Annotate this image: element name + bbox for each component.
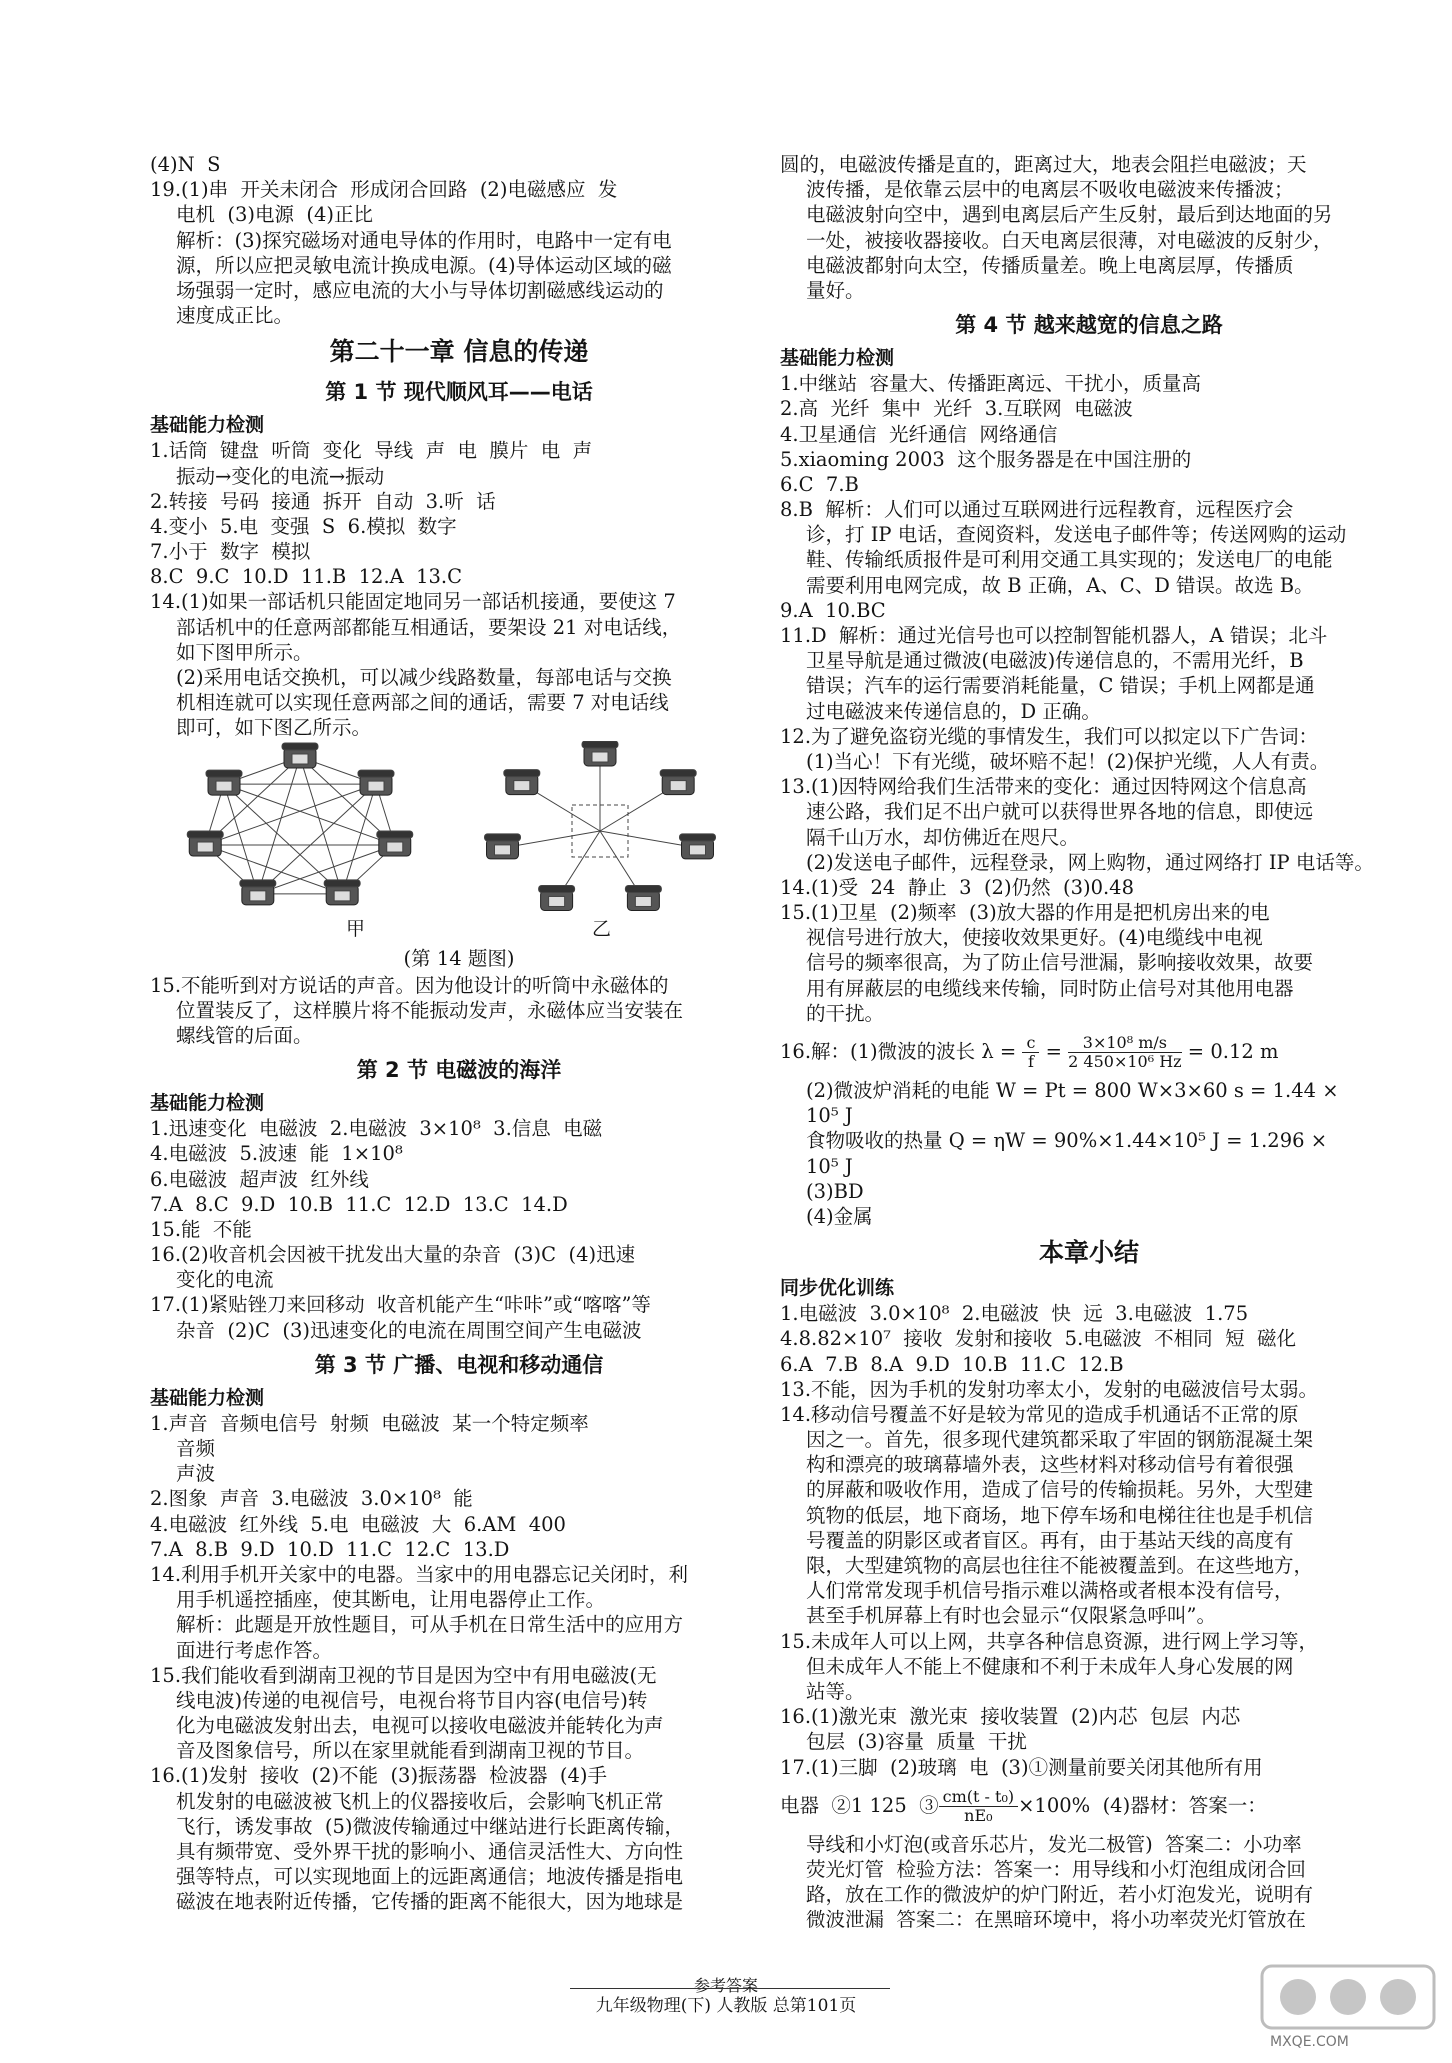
telephone-icon [282,743,318,768]
text-line: 7.A 8.C 9.D 10.B 11.C 12.D 13.C 14.D [150,1192,568,1216]
telephone-line [258,757,300,894]
text-line: 螺线管的后面。 [176,1023,313,1047]
telephone-icon [206,770,242,795]
telephone-line [300,757,342,894]
figure-label-b: 乙 [592,917,612,940]
text-line: 鞋、传输纸质报件是可利用交通工具实现的；发送电厂的电能 [806,548,1333,572]
fraction-denominator: 2 450×10⁶ Hz [1068,1052,1182,1071]
text-line: 部话机中的任意两部都能互相通话，要架设 21 对电话线， [176,615,682,639]
text-line: 15.未成年人可以上网，共享各种信息资源，进行网上学习等， [780,1629,1319,1653]
text-line: 源，所以应把灵敏电流计换成电源。(4)导体运动区域的磁 [176,253,672,277]
question-17-formula [780,1780,1398,1832]
text-line: 16.(1)激光束 激光束 接收装置 (2)内芯 包层 内芯 [780,1705,1241,1729]
text-line: (4)N S [150,153,221,176]
right-continued-answers [780,152,1398,303]
text-line: 音频 [176,1437,216,1460]
telephone-icon [504,769,540,794]
text-line: 限，大型建筑物的高层也往往不能被覆盖到。在这些地方， [806,1554,1314,1577]
text-line: 13.不能，因为手机的发射功率太小，发射的电磁波信号太弱。 [780,1377,1319,1401]
question-15-answer [150,973,768,1049]
text-line: 9.A 10.BC [780,598,886,622]
text-line: 19.(1)串 开关未闭合 形成闭合回路 (2)电磁感应 发 [150,178,618,202]
text-line: 构和漂亮的玻璃幕墙外表，这些材料对移动信号有着很强 [806,1453,1294,1477]
fraction-numerator: cm(t - t₀) [939,1788,1018,1807]
text-line: 解析：(3)探究磁场对通电导体的作用时，电路中一定有电 [176,228,672,252]
fraction-denominator: nE₀ [964,1805,993,1825]
text-line: 2.图象 声音 3.电磁波 3.0×10⁸ 能 [150,1487,473,1511]
text-line: 食物吸收的热量 Q = ηW = 90%×1.44×10⁵ J = 1.296 × [806,1129,1328,1153]
text-line: 1.声音 音频电信号 射频 电磁波 某一个特定频率 [150,1411,589,1435]
fraction-c-over-f [1022,1034,1039,1071]
summary-title: 本章小结 [1038,1238,1139,1268]
phone-network-diagram [150,741,768,917]
text-line: 人们常常发现手机信号指示难以满格或者根本没有信号， [806,1579,1294,1603]
text-line: 荧光灯管 检验方法：答案一：用导线和小灯泡组成闭合回 [806,1857,1306,1881]
text-line: 甚至手机屏幕上有时也会显示“仅限紧急呼叫”。 [806,1604,1216,1628]
text-line: 5.xiaoming 2003 这个服务器是在中国注册的 [780,447,1192,471]
text-line: 机相连就可以实现任意两部之间的通话，需要 7 对电话线 [176,691,669,715]
right-column [780,152,1398,1932]
phone-network-figure [150,741,768,945]
section-1-title: 第 1 节 现代顺风耳——电话 [325,380,593,405]
text-line: 的干扰。 [806,1001,885,1025]
text-line: 10⁵ J [806,1104,853,1128]
text-line: 解析：此题是开放性题目，可从手机在日常生活中的应用方 [176,1613,684,1637]
text-line: 4.电磁波 红外线 5.电 电磁波 大 6.AM 400 [150,1512,566,1536]
text-line: 13.(1)因特网给我们生活带来的变化：通过因特网这个信息高 [780,775,1307,799]
text-line: 15.能 不能 [150,1217,252,1241]
text-line: 过电磁波来传递信息的，D 正确。 [806,699,1101,723]
formula-prefix: 电器 ②1 125 ③ [780,1793,939,1817]
text-line: 因之一。首先，很多现代建筑都采取了牢固的钢筋混凝土架 [806,1428,1314,1452]
text-line: 10⁵ J [806,1154,853,1178]
telephone-icon [625,885,661,910]
text-line: 1.中继站 容量大、传播距离远、干扰小，质量高 [780,372,1202,396]
text-line: 4.8.82×10⁷ 接收 发射和接收 5.电磁波 不相同 短 磁化 [780,1327,1296,1351]
text-line: 诊，打 IP 电话，查阅资料，发送电子邮件等；传送网购的运动 [806,523,1347,547]
text-line: 一处，被接收器接收。白天电离层很薄，对电磁波的反射少， [806,228,1333,252]
telephone-line [258,784,376,894]
text-line: 波传播，是依靠云层中的电离层不吸收电磁波来传播波； [806,178,1294,202]
section-1-answers [150,438,768,740]
telephone-icon [582,741,618,766]
text-line: 11.D 解析：通过光信号也可以控制智能机器人，A 错误；北斗 [780,624,1328,647]
text-line: 8.C 9.C 10.D 11.B 12.A 13.C [150,565,463,589]
formula-equals: = [1039,1040,1069,1063]
text-line: 面进行考虑作答。 [176,1638,333,1662]
fraction-numerator: 3×10⁸ m/s [1068,1034,1181,1053]
text-line: 17.(1)三脚 (2)玻璃 电 (3)①测量前要关闭其他所有用 [780,1755,1263,1779]
text-line: 隔千山万水，却仿佛近在咫尺。 [806,825,1080,849]
question-17-answer [780,1832,1398,1933]
text-line: (1)当心！下有光缆，破坏赔不起！(2)保护光缆，人人有责。 [806,749,1330,773]
text-line: 7.A 8.B 9.D 10.D 11.C 12.C 13.D [150,1537,510,1561]
text-line: 4.变小 5.电 变强 S 6.模拟 数字 [150,514,457,538]
section-2-title: 第 2 节 电磁波的海洋 [356,1058,562,1083]
text-line: 用有屏蔽层的电缆线来传输，同时防止信号对其他用电器 [806,976,1294,1000]
text-line: 电机 (3)电源 (4)正比 [176,203,374,227]
section-2-answers [150,1116,768,1343]
text-line: 14.移动信号覆盖不好是较为常见的造成手机通话不正常的原 [780,1402,1299,1426]
text-line: 磁波在地表附近传播，它传播的距离不能很大，因为地球是 [176,1890,684,1914]
text-line: 即可，如下图乙所示。 [176,716,372,740]
text-line: 12.为了避免盗窃光缆的事情发生，我们可以拟定以下广告词： [780,724,1319,748]
telephone-icon [660,769,696,794]
text-line: 16.(2)收音机会因被干扰发出大量的杂音 (3)C (4)迅速 [150,1243,636,1267]
telephone-line [224,784,342,894]
text-line: 位置装反了，这样膜片将不能振动发声，永磁体应当安装在 [176,998,684,1022]
text-line: 15.(1)卫星 (2)频率 (3)放大器的作用是把机房出来的电 [780,901,1270,925]
text-line: 号覆盖的阴影区或者盲区。再有，由于基站天线的高度有 [806,1528,1294,1552]
formula-suffix: ×100% (4)器材：答案一： [1018,1793,1267,1817]
text-line: 速度成正比。 [176,304,294,328]
fraction-denominator: f [1027,1052,1034,1071]
chapter-title: 第二十一章 信息的传递 [329,337,589,367]
text-line: 杂音 (2)C (3)迅速变化的电流在周围空间产生电磁波 [176,1318,642,1342]
text-line: 6.A 7.B 8.A 9.D 10.B 11.C 12.B [780,1352,1124,1376]
text-line: 包层 (3)容量 质量 干扰 [806,1730,1027,1754]
telephone-icon [539,885,575,910]
text-line: (2)采用电话交换机，可以减少线路数量，每部电话与交换 [176,666,672,689]
fraction-speed-over-frequency [1068,1034,1181,1071]
page-footer: 九年级物理(下) 人教版 总第101页 [595,1996,857,2016]
text-line: 具有频带宽、受外界干扰的影响小、通信灵活性大、方向性 [176,1840,684,1863]
text-line: (2)微波炉消耗的电能 W = Pt = 800 W×3×60 s = 1.44 × [806,1079,1339,1102]
left-continued-answers [150,152,768,328]
text-line: 卫星导航是通过微波(电磁波)传递信息的，不需用光纤，B [806,649,1304,673]
text-line: 路，放在工作的微波炉的炉门附近，若小灯泡发光，说明有 [806,1883,1314,1907]
formula-prefix: 16.解：(1)微波的波长 λ = [780,1040,1023,1063]
text-line: 17.(1)紧贴锉刀来回移动 收音机能产生“咔咔”或“喀喀”等 [150,1293,651,1317]
text-line: 量好。 [806,278,865,302]
telephone-icon [485,833,521,858]
text-line: 8.B 解析：人们可以通过互联网进行远程教育，远程医疗会 [780,498,1294,522]
left-column [150,152,768,1915]
text-line: 如下图甲所示。 [176,640,313,664]
text-line: 微波泄漏 答案二：在黑暗环境中，将小功率荧光灯管放在 [806,1908,1306,1932]
text-line: 1.话筒 键盘 听筒 变化 导线 声 电 膜片 电 声 [150,439,593,463]
text-line: 声波 [176,1462,216,1486]
section-3-subheading: 基础能力检测 [150,1386,265,1409]
text-line: 机发射的电磁波被飞机上的仪器接收后，会影响飞机正常 [176,1789,664,1813]
text-line: 6.C 7.B [780,472,859,496]
text-line: 15.不能听到对方说话的声音。因为他设计的听筒中永磁体的 [150,973,669,997]
text-line: 信号的频率很高，为了防止信号泄漏，影响接收效果，故要 [806,951,1314,975]
text-line: 15.我们能收看到湖南卫视的节目是因为空中有用电磁波(无 [150,1663,657,1687]
text-line: 电磁波都射向太空，传播质量差。晚上电离层厚，传播质 [806,253,1294,277]
section-1-subheading: 基础能力检测 [150,414,265,437]
text-line: 用手机遥控插座，使其断电，让用电器停止工作。 [176,1588,606,1612]
figure-caption: (第 14 题图) [403,946,515,970]
text-line: 导线和小灯泡(或音乐芯片，发光二极管) 答案二：小功率 [806,1832,1302,1856]
fraction-efficiency [939,1788,1018,1825]
section-4-answers [780,371,1398,1026]
telephone-icon [377,831,413,856]
text-line: 的屏蔽和吸收作用，造成了信号的传输损耗。另外，大型建 [806,1478,1314,1502]
telephone-icon [679,833,715,858]
text-line: (2)发送电子邮件，远程登录，网上购物，通过网络打 IP 电话等。 [806,850,1374,874]
summary-answers [780,1301,1398,1780]
text-line: 14.利用手机开关家中的电器。当家中的用电器忘记关闭时，利 [150,1562,689,1586]
text-line: 化为电磁波发射出去，电视可以接收电磁波并能转化为声 [176,1714,664,1738]
telephone-icon [358,770,394,795]
formula-result: = 0.12 m [1181,1040,1279,1063]
footer-divider [570,1988,890,1989]
text-line: 筑物的低层，地下商场，地下停车场和电梯往往也是手机信 [806,1503,1314,1527]
text-line: 但未成年人不能上不健康和不利于未成年人身心发展的网 [806,1654,1294,1678]
text-line: 强等特点，可以实现地面上的远距离通信；地波传播是指电 [176,1865,684,1889]
text-line: 飞行，诱发事故 (5)微波传输通过中继站进行长距离传输， [176,1814,685,1838]
telephone-icon [187,831,223,856]
text-line: 4.电磁波 5.波速 能 1×10⁸ [150,1142,403,1166]
text-line: 视信号进行放大，使接收效果更好。(4)电缆线中电视 [806,926,1263,950]
text-line: 16.(1)发射 接收 (2)不能 (3)振荡器 检波器 (4)手 [150,1764,607,1788]
watermark-url: MXQE.COM [1270,2034,1349,2050]
section-3-title: 第 3 节 广播、电视和移动通信 [314,1352,604,1377]
text-line: 14.(1)如果一部话机只能固定地同另一部话机接通，要使这 7 [150,590,676,614]
text-line: 线电波)传递的电视信号，电视台将节目内容(电信号)转 [176,1688,648,1712]
section-4-subheading: 基础能力检测 [780,347,895,370]
fraction-numerator: c [1022,1034,1039,1053]
text-line: 振动→变化的电流→振动 [176,464,385,488]
text-line: 变化的电流 [176,1268,274,1292]
footer-title: 参考答案 [693,1976,758,1995]
telephone-icon [324,879,360,904]
text-line: 音及图象信号，所以在家里就能看到湖南卫视的节目。 [176,1739,645,1763]
question-16-answer [780,1078,1398,1229]
section-4-title: 第 4 节 越来越宽的信息之路 [955,313,1223,338]
question-16-formula [780,1026,1398,1078]
text-line: 1.电磁波 3.0×10⁸ 2.电磁波 快 远 3.电磁波 1.75 [780,1302,1249,1326]
telephone-icon [240,879,276,904]
text-line: 4.卫星通信 光纤通信 网络通信 [780,422,1058,446]
text-line: 7.小于 数字 模拟 [150,540,311,564]
text-line: (3)BD [806,1179,864,1203]
section-3-answers [150,1411,768,1915]
text-line: 错误；汽车的运行需要消耗能量，C 错误；手机上网都是通 [806,674,1315,698]
section-2-subheading: 基础能力检测 [150,1092,265,1115]
text-line: 圆的，电磁波传播是直的，距离过大，地表会阻拦电磁波；天 [780,153,1307,176]
text-line: (4)金属 [806,1204,873,1228]
text-line: 2.高 光纤 集中 光纤 3.互联网 电磁波 [780,397,1133,421]
summary-subheading: 同步优化训练 [780,1277,895,1300]
text-line: 14.(1)受 24 静止 3 (2)仍然 (3)0.48 [780,875,1134,899]
text-line: 1.迅速变化 电磁波 2.电磁波 3×10⁸ 3.信息 电磁 [150,1117,603,1141]
text-line: 速公路，我们足不出户就可以获得世界各地的信息，即使远 [806,800,1314,824]
text-line: 站等。 [806,1679,865,1703]
figure-label-a: 甲 [346,917,366,940]
text-line: 场强弱一定时，感应电流的大小与导体切割磁感线运动的 [176,278,664,302]
text-line: 电磁波射向空中，遇到电离层后产生反射，最后到达地面的另 [806,203,1333,227]
text-line: 2.转接 号码 接通 拆开 自动 3.听 话 [150,489,496,513]
text-line: 需要利用电网完成，故 B 正确，A、C、D 错误。故选 B。 [806,573,1314,597]
text-line: 6.电磁波 超声波 红外线 [150,1167,369,1191]
